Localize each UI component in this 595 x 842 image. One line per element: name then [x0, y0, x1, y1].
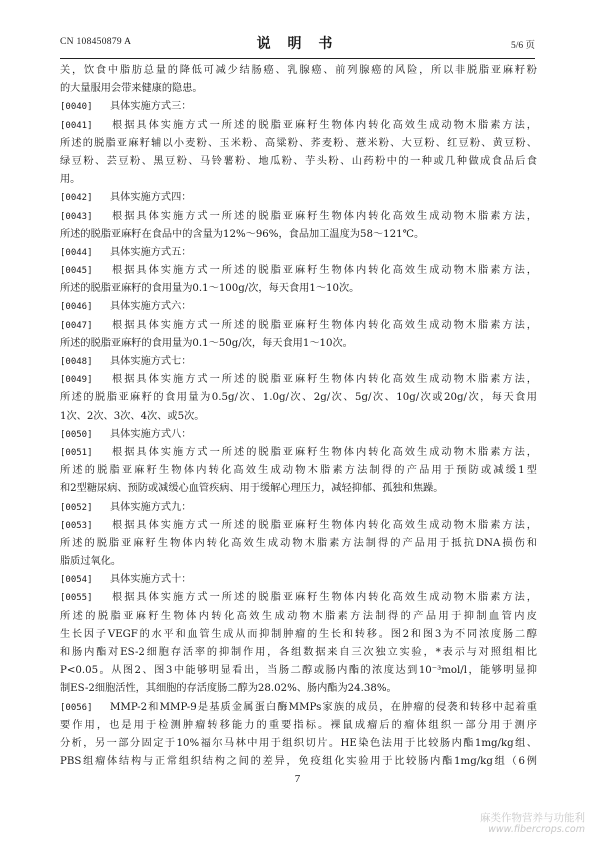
paragraph-text: 所述的脱脂亚麻籽辅以小麦粉、玉米粉、高粱粉、荞麦粉、薏米粉、大豆粉、红豆粉、黄豆粉、: [60, 137, 537, 149]
text-line: [60, 553, 537, 571]
paragraph-text: 所述的脱脂亚麻籽在食品中的含量为12%～96%，食品加工温度为58～121℃。: [60, 228, 425, 240]
paragraph-text: PBS组瘤体结构与正常组织结构之间的差异，免疫组化实验用于比较肠内酯1mg/kg组（6例: [60, 756, 537, 768]
paragraph-text: 和肠内酯对ES-2细胞存活率的抑制作用，各组数据来自三次独立实验，*表示与对照组相比: [60, 647, 537, 658]
paragraph-number: [0050]: [60, 429, 93, 440]
text-line: [60, 171, 537, 189]
text-line: [60, 499, 537, 517]
paragraph-number: [0041]: [60, 120, 93, 131]
paragraph-text: 制ES-2细胞活性，其细胞的存活度肠二醇为28.02%、肠内酯为24.38%。: [60, 683, 397, 695]
text-line: [60, 153, 537, 171]
paragraph-text: 1次、2次、3次、4次、或5次。: [60, 410, 205, 422]
text-line: [60, 371, 537, 389]
text-line: [60, 244, 537, 262]
text-line: [60, 335, 537, 353]
paragraph-text: 所述的脱脂亚麻籽的食用量为0.1～50g/次，每天食用1～10次。: [60, 337, 353, 349]
paragraph-text: 具体实施方式十：: [110, 574, 192, 586]
paragraph-text: 绿豆粉、芸豆粉、黑豆粉、马铃薯粉、地瓜粉、芋头粉、山药粉中的一种或几种做成食品后食: [60, 155, 537, 167]
paragraph-text: 具体实施方式七：: [110, 356, 192, 367]
paragraph-number: [0053]: [60, 520, 93, 531]
paragraph-text: 要作用，也是用于检测肿瘤转移能力的重要指标。裸鼠成瘤后的瘤体组织一部分用于测序: [60, 719, 537, 731]
text-line: [60, 571, 537, 589]
watermark: [480, 812, 585, 836]
text-line: [60, 608, 537, 626]
paragraph-text: 根据具体实施方式一所述的脱脂亚麻籽生物体内转化高效生成动物木脂素方法，: [110, 119, 537, 131]
text-line: [60, 462, 537, 480]
paragraph-text: 根据具体实施方式一所述的脱脂亚麻籽生物体内转化高效生成动物木脂素方法，: [110, 319, 537, 331]
paragraph-number: [0054]: [60, 575, 93, 586]
paragraph-text: 所述的脱脂亚麻籽生物体内转化高效生成动物木脂素方法制得的产品用于预防或减缓1型: [60, 465, 537, 477]
paragraph-number: [0048]: [60, 357, 93, 367]
text-line: [60, 408, 537, 426]
paragraph-text: 根据具体实施方式一所述的脱脂亚麻籽生物体内转化高效生成动物木脂素方法，: [110, 374, 537, 386]
paragraph-number: [0045]: [60, 266, 93, 277]
paragraph-number: [0040]: [60, 102, 93, 113]
paragraph-number: [0043]: [60, 211, 93, 222]
text-line: [60, 662, 537, 680]
text-line: [60, 699, 537, 717]
paragraph-text: 用。: [60, 174, 81, 186]
paragraph-text: 生长因子VEGF的水平和血管生成从而抑制肿瘤的生长和转移。图2和图3为不同浓度肠二醇: [60, 628, 537, 640]
text-line: [60, 517, 537, 535]
text-line: [60, 389, 537, 407]
page-header: [60, 35, 535, 53]
paragraph-text: 和2型糖尿病、预防或减缓心血管疾病、用于缓解心理压力，减轻抑郁、孤独和焦躁。: [60, 483, 444, 495]
text-line: [60, 80, 537, 98]
text-line: [60, 735, 537, 753]
paragraph-text: 所述的脱脂亚麻籽生物体内转化高效生成动物木脂素方法制得的产品用于抵抗DNA损伤和: [60, 537, 537, 549]
text-line: [60, 117, 537, 135]
text-line: [60, 317, 537, 335]
watermark-url: www.fibercrops.com: [488, 824, 585, 835]
text-line: [60, 444, 537, 462]
paragraph-number: [0051]: [60, 447, 93, 458]
text-line: [60, 644, 537, 662]
paragraph-text: 所述的脱脂亚麻籽的食用量为0.1～100g/次，每天食用1～10次。: [60, 283, 360, 295]
document-title: 说 明 书: [256, 36, 339, 52]
text-line: [60, 717, 537, 735]
text-line: [60, 135, 537, 153]
paragraph-text: 所述的脱脂亚麻籽生物体内转化高效生成动物木脂素方法制得的产品用于抑制血管内皮: [60, 610, 537, 622]
paragraph-text: 根据具体实施方式一所述的脱脂亚麻籽生物体内转化高效生成动物木脂素方法，: [110, 210, 537, 222]
text-line: [60, 353, 537, 371]
text-line: [60, 98, 537, 116]
page-reference: 5/6 页: [510, 41, 535, 51]
paragraph-text: 根据具体实施方式一所述的脱脂亚麻籽生物体内转化高效生成动物木脂素方法，: [110, 265, 537, 277]
header-divider: [60, 58, 535, 59]
paragraph-number: [0049]: [60, 375, 93, 386]
text-line: [60, 62, 537, 80]
paragraph-number: [0044]: [60, 247, 93, 258]
text-line: [60, 280, 537, 298]
paragraph-text: 具体实施方式三：: [110, 101, 192, 113]
paragraph-text: 根据具体实施方式一所述的脱脂亚麻籽生物体内转化高效生成动物木脂素方法，: [110, 592, 537, 604]
text-line: [60, 589, 537, 607]
paragraph-number: [0042]: [60, 193, 93, 204]
paragraph-text: 脂质过氧化。: [60, 556, 122, 568]
text-line: [60, 208, 537, 226]
text-line: [60, 426, 537, 444]
paragraph-number: [0046]: [60, 302, 93, 313]
text-line: [60, 680, 537, 698]
paragraph-number: [0052]: [60, 502, 93, 513]
text-line: [60, 189, 537, 207]
paragraph-text: 具体实施方式六：: [110, 301, 192, 313]
text-line: [60, 626, 537, 644]
paragraph-text: 所述的脱脂亚麻籽的食用量为0.5g/次、1.0g/次、2g/次、5g/次、10g/次或20g/次，每天食用: [60, 392, 537, 404]
paragraph-number: [0056]: [60, 702, 93, 713]
text-line: [60, 753, 537, 771]
paragraph-text: 具体实施方式四：: [110, 192, 192, 204]
paragraph-number: [0055]: [60, 593, 93, 604]
paragraph-text: 具体实施方式九：: [110, 501, 192, 513]
page-number: 7: [294, 773, 301, 785]
paragraph-text: 关，饮食中脂肪总量的降低可减少结肠癌、乳腺癌、前列腺癌的风险，所以非脱脂亚麻籽粉: [60, 65, 537, 76]
paragraph-text: 具体实施方式八：: [110, 428, 192, 440]
text-line: [60, 226, 537, 244]
paragraph-number: [0047]: [60, 320, 93, 331]
patent-number: CN 108450879 A: [60, 37, 132, 47]
document-body: [60, 62, 537, 771]
text-line: [60, 262, 537, 280]
paragraph-text: 根据具体实施方式一所述的脱脂亚麻籽生物体内转化高效生成动物木脂素方法，: [110, 446, 537, 458]
paragraph-text: 分析，另一部分固定于10%福尔马林中用于组织切片。HE染色法用于比较肠内酯1mg/kg组、: [60, 737, 537, 749]
paragraph-text: P<0.05。从图2、图3中能够明显看出，当肠二醇或肠内酯的浓度达到10⁻³mol/l，能够明显抑: [60, 665, 537, 677]
paragraph-text: 具体实施方式五：: [110, 246, 192, 258]
text-line: [60, 480, 537, 498]
watermark-title: 麻类作物营养与功能利: [480, 812, 585, 824]
paragraph-text: 根据具体实施方式一所述的脱脂亚麻籽生物体内转化高效生成动物木脂素方法，: [110, 519, 537, 531]
text-line: [60, 535, 537, 553]
paragraph-text: MMP-2和MMP-9是基质金属蛋白酶MMPs家族的成员，在肿瘤的侵袭和转移中起着重: [110, 701, 537, 713]
paragraph-text: 的大量服用会带来健康的隐患。: [60, 83, 203, 95]
text-line: [60, 298, 537, 316]
